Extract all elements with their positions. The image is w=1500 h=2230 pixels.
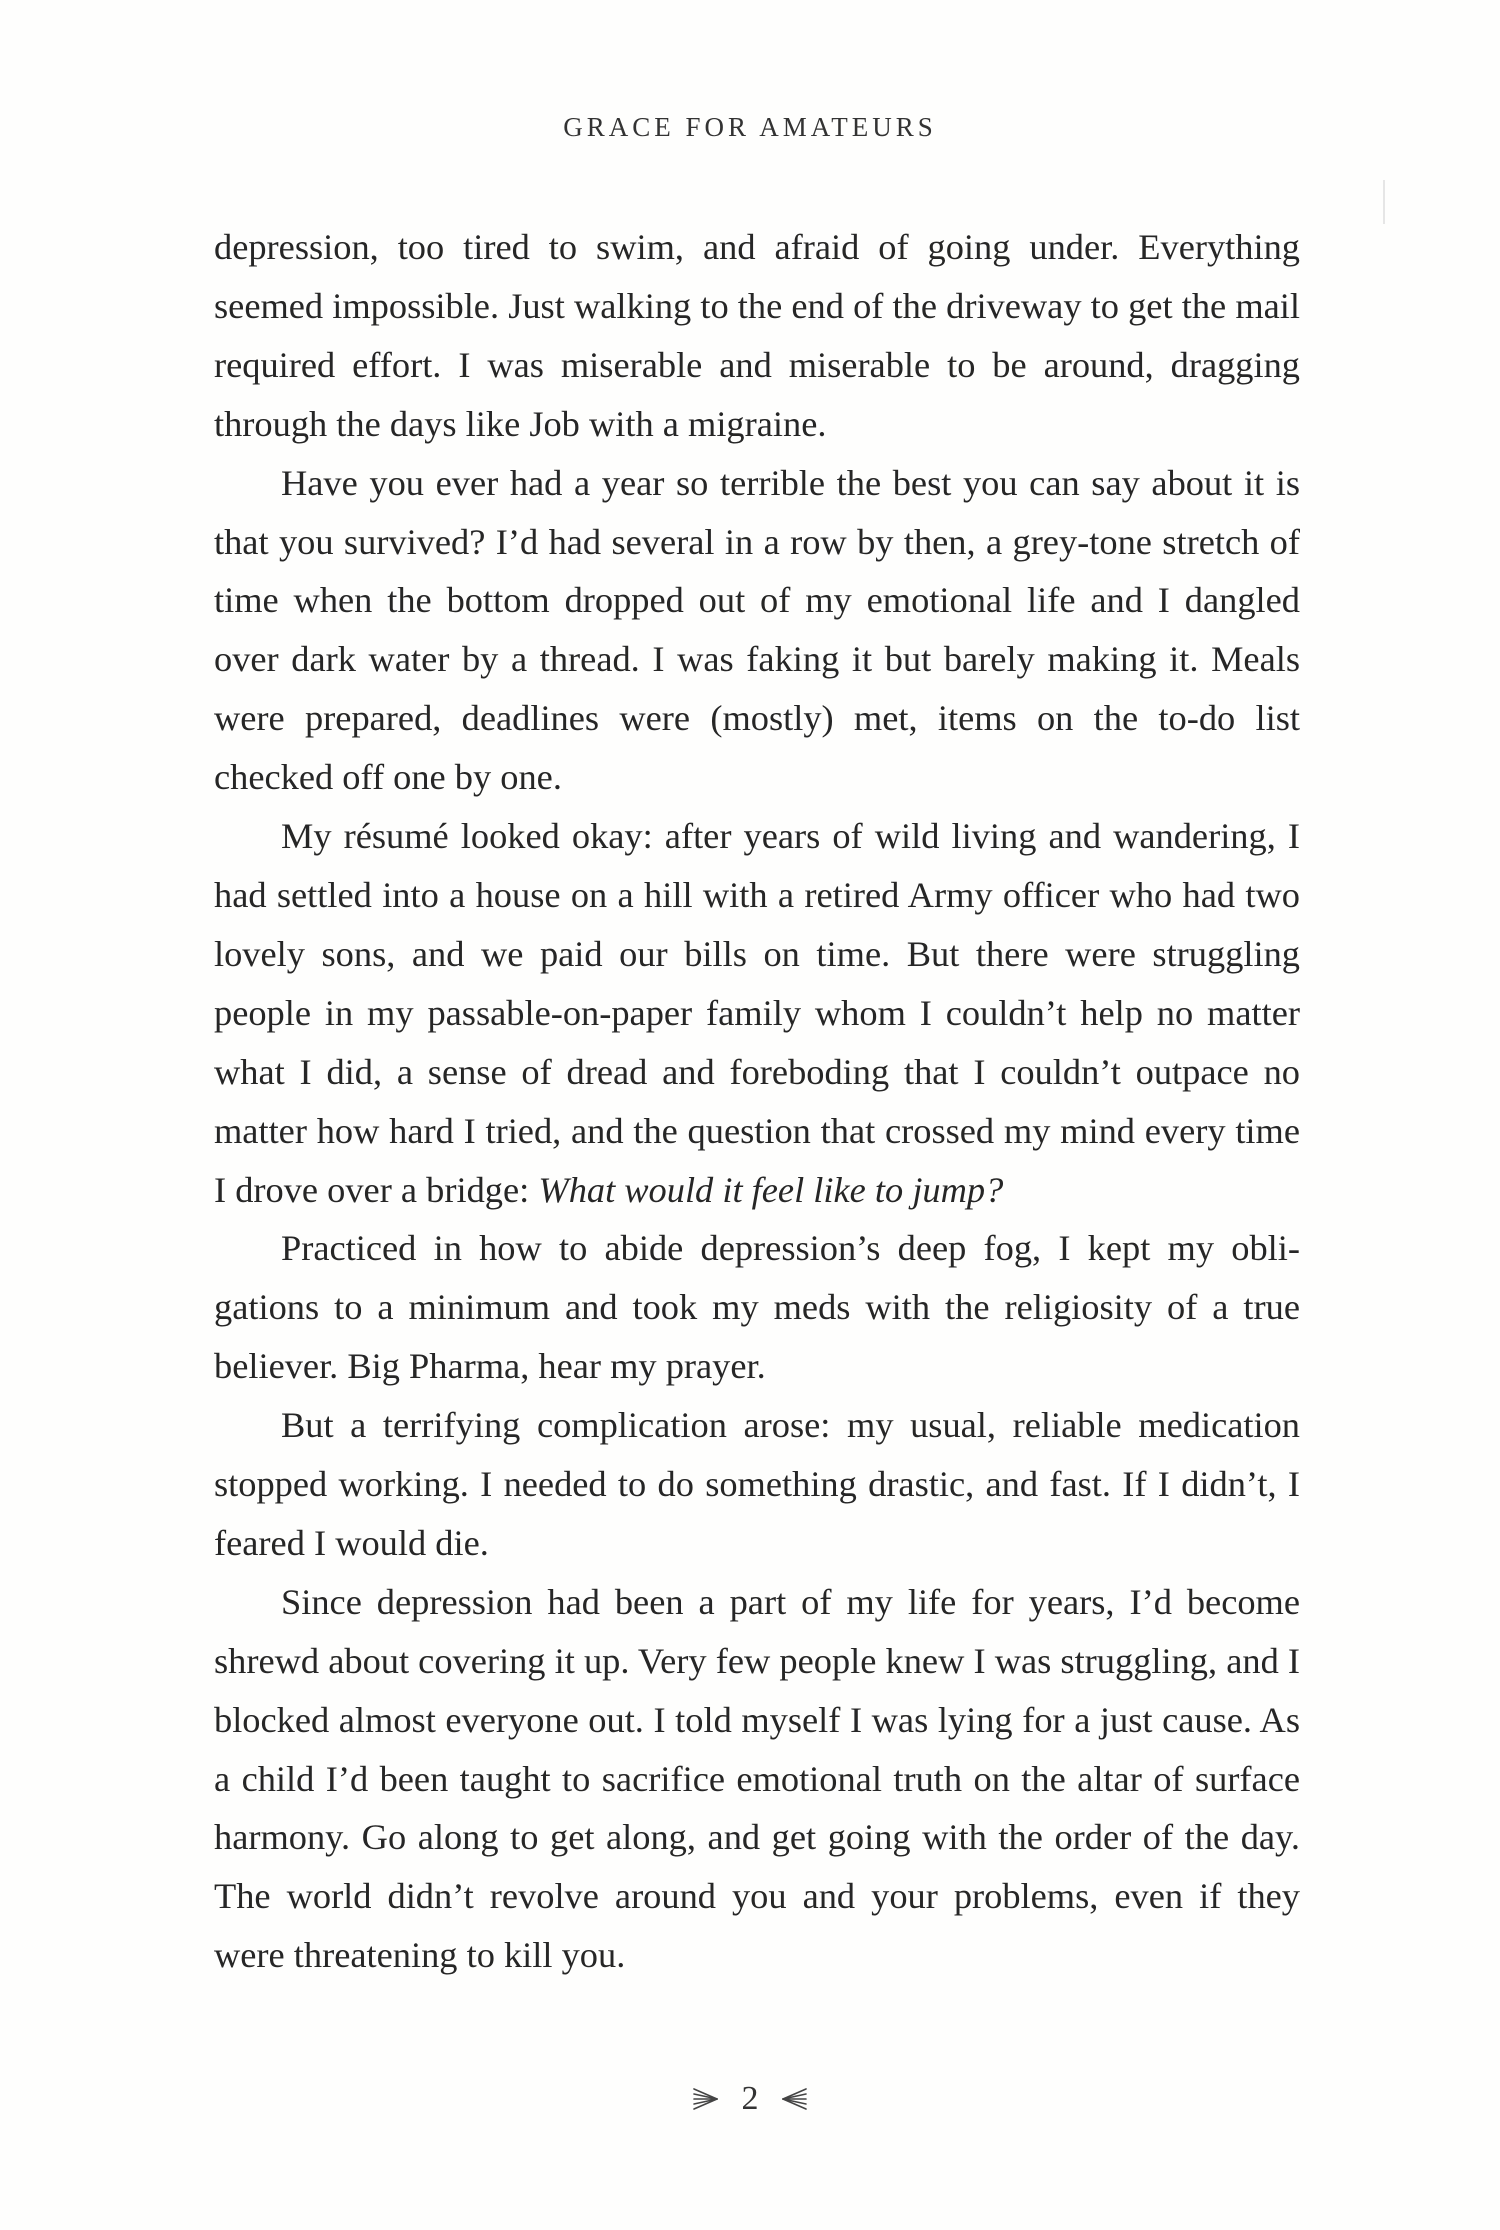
body-text xyxy=(214,218,1300,1985)
running-head: GRACE FOR AMATEURS xyxy=(563,112,937,142)
scan-edge-mark xyxy=(1383,180,1385,224)
paragraph-6: Since depression had been a part of my life for years, I’d become shrewd about covering it up. Very few people knew I was struggling, and I blocked almost everyone out. I told myself I was lying for a just cause. As a child I’d been taught to sacrifice emotional truth on the altar of surface harmony. Go along to get along, and get going with the order of the day. The world didn’t revolve around you and your problems, even if they were threatening to kill you. xyxy=(214,1581,1300,1976)
paragraph-2: Have you ever had a year so terrible the best you can say about it is that you survived? I’d had several in a row by then, a grey-tone stretch of time when the bottom dropped out of my emotional life and I dangled over dark water by a thread. I was faking it but barely making it. Meals were prepared, deadlines were (mostly) met, items on the to-do list checked off one by one. xyxy=(214,462,1300,798)
paragraph-4: Practiced in how to abide depression’s deep fog, I kept my obligations to a minimum and took my meds with the religiosity of a true believer. Big Pharma, hear my prayer. xyxy=(214,1228,1300,1387)
paragraph-3 xyxy=(214,807,1300,1219)
right-ornament-icon xyxy=(779,2085,809,2113)
paragraph-1: depression, too tired to swim, and afraid of going under. Everything seemed impossible. Just walking to the end of the driveway to get the mail required effort. I was miserable and miserable to be around, dragging through the days like Job with a migraine. xyxy=(214,227,1300,444)
page-number: 2 xyxy=(741,2080,759,2118)
italic-question: What would it feel like to jump? xyxy=(538,1169,1004,1210)
paragraph-5: But a terrifying complication arose: my usual, reliable medication stopped working. I needed to do something drastic, and fast. If I didn’t, I feared I would die. xyxy=(214,1405,1300,1563)
left-ornament-icon xyxy=(691,2085,721,2113)
page-folio xyxy=(0,2078,1500,2118)
paragraph-3-text: My résumé looked okay: after years of wild living and wandering, I had settled into a house on a hill with a retired Army officer who had two lovely sons, and we paid our bills on time. But there were struggling people in my passable-on-paper family whom I couldn’t help no matter what I did, a sense of dread and foreboding that I couldn’t outpace no matter how hard I tried, and the question that crossed my mind every time I drove over a bridge: xyxy=(214,816,1300,1210)
